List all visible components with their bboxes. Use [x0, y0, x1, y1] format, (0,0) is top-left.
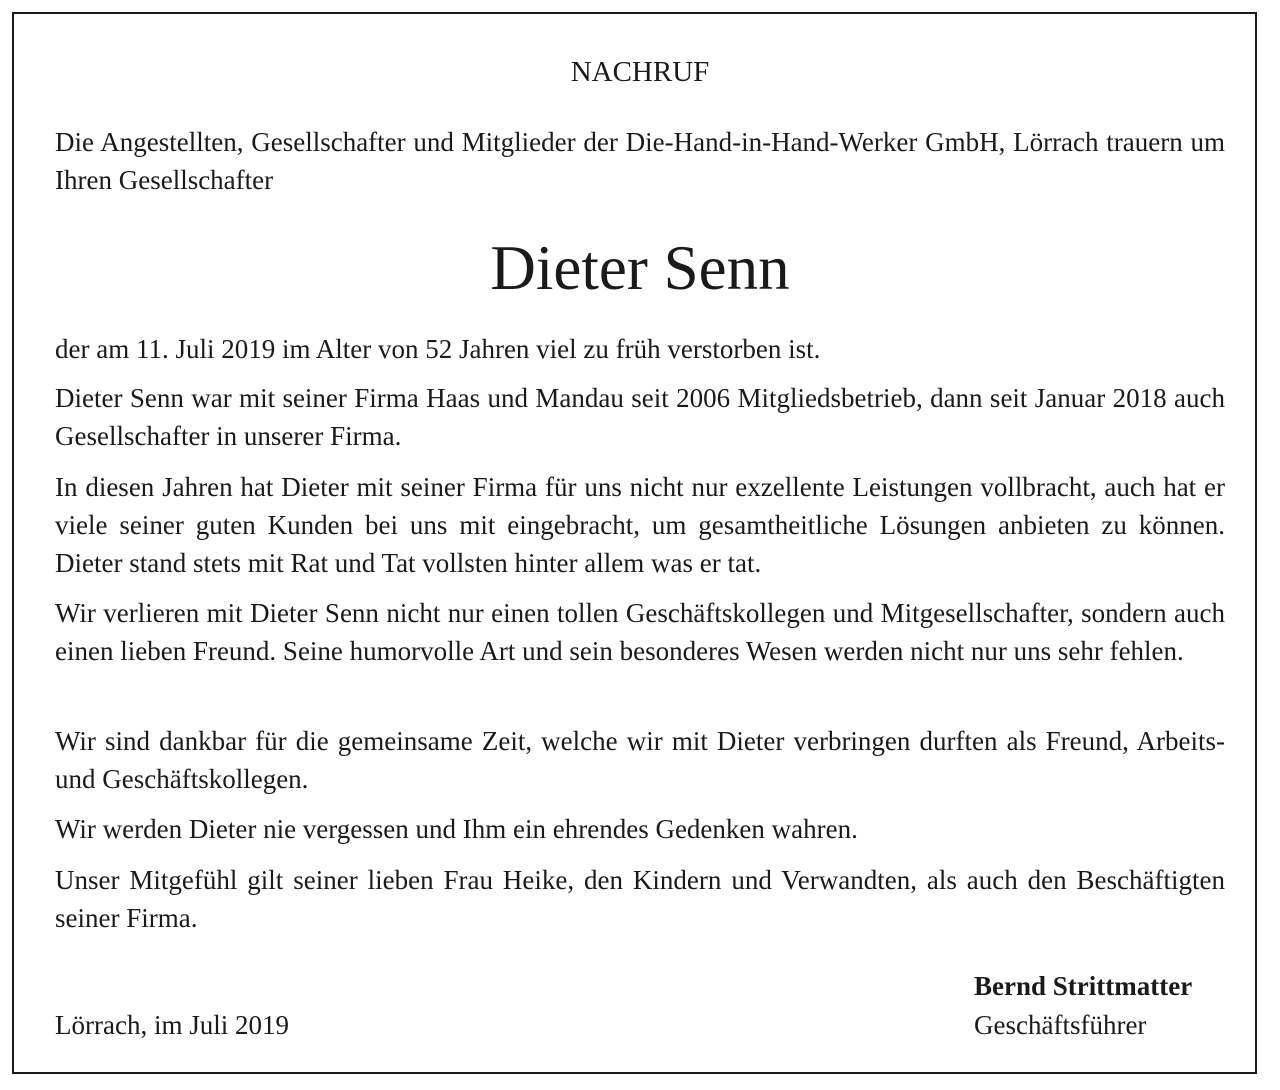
intro-text: Die Angestellten, Gesellschafter und Mitglieder der Die-Hand-in-Hand-Werker GmbH, Lörrach trauern um Ihren Gesellschafter	[55, 127, 1225, 195]
place-date: Lörrach, im Juli 2019	[55, 1010, 289, 1040]
paragraph-condolences: Unser Mitgefühl gilt seiner lieben Frau Heike, den Kindern und Verwandten, als auch den Beschäftigten seiner Firma.	[55, 865, 1225, 933]
paragraph-loss: Wir verlieren mit Dieter Senn nicht nur einen tollen Geschäftskollegen und Mitgesellschafter, sondern auch einen lieben Freund. Seine humorvolle Art und sein besonderes Wesen werden nicht nur uns sehr fehlen.	[55, 598, 1225, 666]
signatory-name: Bernd Strittmatter	[974, 971, 1193, 1001]
notice-heading: NACHRUF	[570, 56, 710, 88]
paragraph-remembrance: Wir werden Dieter nie vergessen und Ihm ein ehrendes Gedenken wahren.	[55, 814, 858, 844]
paragraph-gratitude: Wir sind dankbar für die gemeinsame Zeit, welche wir mit Dieter verbringen durften als Freund, Arbeits- und Geschäftskollegen.	[55, 726, 1225, 794]
deceased-name: Dieter Senn	[490, 233, 790, 303]
paragraph-achievements: In diesen Jahren hat Dieter mit seiner Firma für uns nicht nur exzellente Leistungen vollbracht, auch hat er viele seiner guten Kunden bei uns mit eingebracht, um gesamtheitliche Lösungen anbieten zu können. Dieter stand stets mit Rat und Tat vollsten hinter allem was er tat.	[55, 472, 1225, 578]
paragraph-death-date: der am 11. Juli 2019 im Alter von 52 Jahren viel zu früh verstorben ist.	[55, 334, 821, 364]
paragraph-membership: Dieter Senn war mit seiner Firma Haas und Mandau seit 2006 Mitgliedsbetrieb, dann seit Januar 2018 auch Gesellschafter in unserer Firma.	[55, 383, 1225, 451]
signatory-role: Geschäftsführer	[974, 1010, 1147, 1040]
